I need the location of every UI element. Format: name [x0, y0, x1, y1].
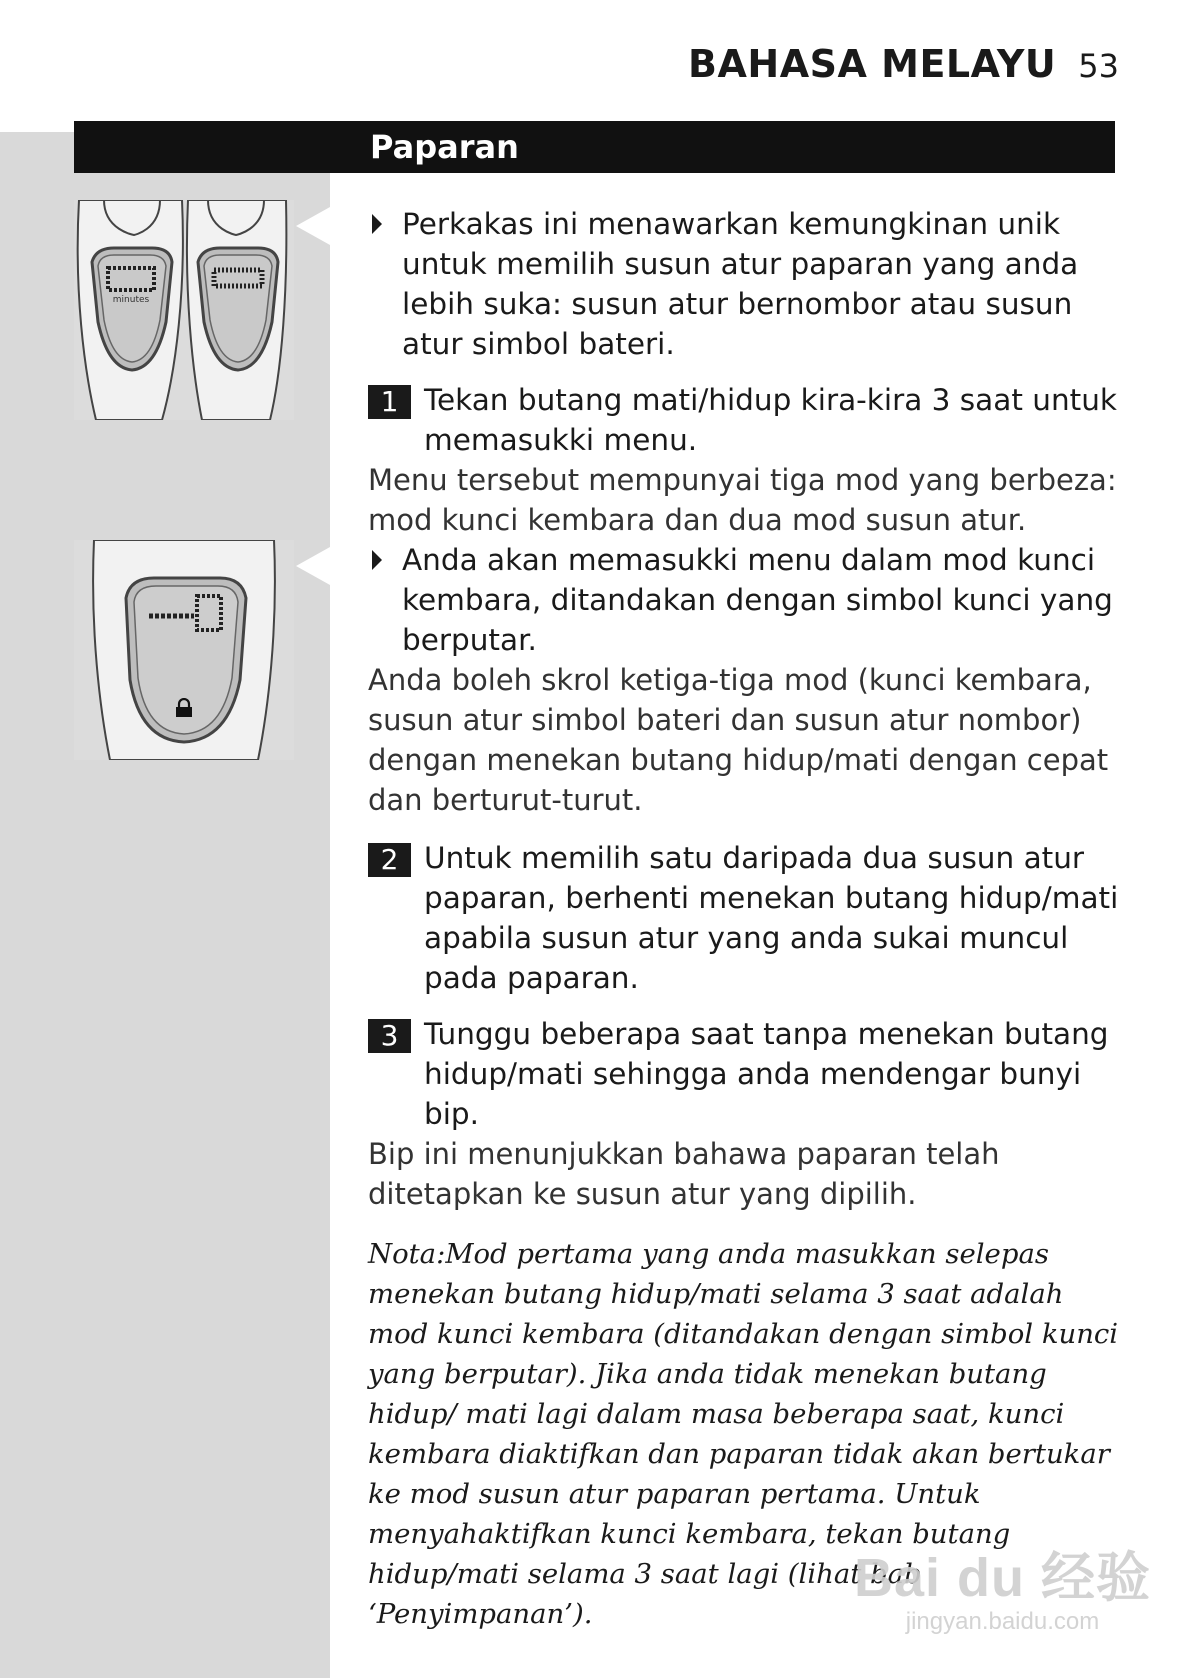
- bullet-item: Anda akan memasukki menu dalam mod kunci kembara, ditandakan dengan simbol kunci yang berputar.: [368, 540, 1124, 660]
- illustration-travel-lock: [74, 540, 294, 760]
- step-1: [368, 380, 1124, 460]
- main-content: [368, 204, 1124, 1634]
- step-3: [368, 1014, 1124, 1134]
- step-number: 1: [368, 385, 411, 419]
- step-number: 2: [368, 843, 411, 877]
- step-2: [368, 838, 1124, 998]
- section-title: Paparan: [370, 128, 519, 166]
- step-number: 3: [368, 1019, 411, 1053]
- step-text: Untuk memilih satu daripada dua susun atur paparan, berhenti menekan butang hidup/mati apabila susun atur yang anda sukai muncul pada paparan.: [424, 841, 1119, 995]
- section-title-bar: [74, 121, 1115, 173]
- step-text: Tunggu beberapa saat tanpa menekan butang hidup/mati sehingga anda mendengar bunyi bip.: [424, 1017, 1109, 1131]
- lock-icon: [175, 698, 193, 718]
- language-title: BAHASA MELAYU: [688, 42, 1057, 86]
- illustration-display-layouts: [74, 200, 294, 420]
- page-number: 53: [1078, 47, 1119, 85]
- watermark-url: jingyan.baidu.com: [905, 1608, 1100, 1635]
- note-paragraph: Nota:Mod pertama yang anda masukkan selepas menekan butang hidup/mati selama 3 saat adalah mod kunci kembara (ditandakan dengan simbol kunci yang berputar). Jika anda tidak menekan butang hidup/ mati lagi dalam masa beberapa saat, kunci kembara diaktifkan dan paparan tidak akan bertukar ke mod susun atur paparan pertama. Untuk menyahaktifkan kunci kembara, tekan butang hidup/mati selama 3 saat lagi (lihat bab ‘Penyimpanan’).: [368, 1238, 1119, 1630]
- bullet-item: Perkakas ini menawarkan kemungkinan unik untuk memilih susun atur paparan yang anda lebih suka: susun atur bernombor atau susun atur simbol bateri.: [368, 204, 1124, 364]
- watermark: [854, 1535, 1151, 1636]
- minutes-label: minutes: [112, 295, 150, 305]
- step-text: Tekan butang mati/hidup kira-kira 3 saat untuk memasukki menu.: [424, 383, 1118, 457]
- illustration-pointer: [296, 207, 330, 245]
- page-header: [688, 42, 1119, 92]
- travel-lock-drawing: [74, 540, 294, 760]
- watermark-brand: Bai du 经验: [853, 1548, 1151, 1608]
- paragraph: Menu tersebut mempunyai tiga mod yang berbeza: mod kunci kembara dan dua mod susun atur.: [368, 463, 1117, 537]
- paragraph: Anda boleh skrol ketiga-tiga mod (kunci kembara, susun atur simbol bateri dan susun atur nombor) dengan menekan butang hidup/mati dengan cepat dan berturut-turut.: [368, 663, 1109, 817]
- paragraph: Bip ini menunjukkan bahawa paparan telah ditetapkan ke susun atur yang dipilih.: [368, 1137, 1000, 1211]
- illustration-pointer: [296, 547, 330, 585]
- display-layouts-drawing: [74, 200, 294, 420]
